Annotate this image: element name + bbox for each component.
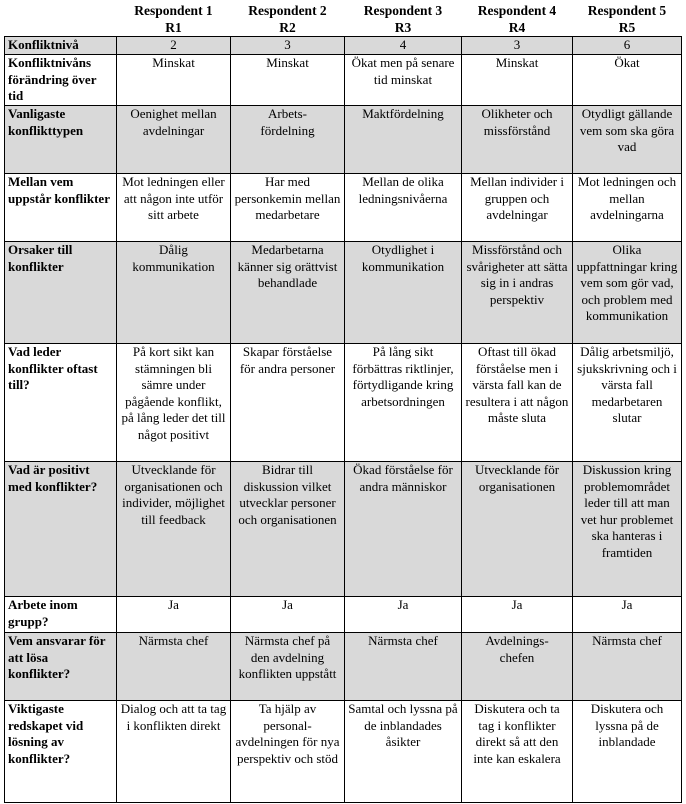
table-cell: Bidrar till diskussion vilket utvecklar personer och organisationen xyxy=(231,462,345,597)
table-cell: På lång sikt förbättras riktlinjer, förtydligande kring arbetsordningen xyxy=(345,344,462,462)
table-cell: Maktfördelning xyxy=(345,106,462,174)
table-cell: Mot ledningen eller att någon inte utför sitt arbete xyxy=(117,174,231,242)
row-label: Viktigaste redskapet vid lösning av konflikter? xyxy=(5,701,117,803)
table-cell: 4 xyxy=(345,37,462,55)
header-respondent-1: Respondent 1 R1 xyxy=(134,3,213,35)
table-cell: Olikheter och missförstånd xyxy=(462,106,573,174)
header-respondent-3: Respondent 3 R3 xyxy=(363,3,443,35)
table-cell: Dålig arbetsmiljö, sjukskrivning och i värsta fall medarbetaren slutar xyxy=(573,344,682,462)
conflict-survey-table xyxy=(4,0,682,803)
table-row-leder-till xyxy=(5,344,682,462)
table-cell: Närmsta chef xyxy=(345,633,462,701)
table-cell: Ja xyxy=(345,597,462,633)
row-label: Vem ansvarar för att lösa konflikter? xyxy=(5,633,117,701)
table-cell: Ja xyxy=(117,597,231,633)
table-cell: Skapar förståelse för andra personer xyxy=(231,344,345,462)
table-row-arbete-grupp xyxy=(5,597,682,633)
table-cell: Minskat xyxy=(231,55,345,106)
table-row-orsaker xyxy=(5,242,682,344)
table-cell: På kort sikt kan stämningen bli sämre under pågående konflikt, på lång leder det till något positivt xyxy=(117,344,231,462)
table-row-konflikttyp xyxy=(5,106,682,174)
table-cell: Ökat xyxy=(573,55,682,106)
header-row xyxy=(5,0,682,37)
table-row-ansvarar xyxy=(5,633,682,701)
table-row-redskap xyxy=(5,701,682,803)
table-cell: Dialog och att ta tag i konflikten direkt xyxy=(117,701,231,803)
table-cell: Utvecklande för organisationen xyxy=(462,462,573,597)
header-respondent-2: Respondent 2 R2 xyxy=(248,3,327,35)
table-cell: Ökat men på senare tid minskat xyxy=(345,55,462,106)
table-cell: Mellan individer i gruppen och avdelningar xyxy=(462,174,573,242)
table-cell: 3 xyxy=(462,37,573,55)
table-cell: 2 xyxy=(117,37,231,55)
table-cell: Samtal och lyssna på de inblandades åsikter xyxy=(345,701,462,803)
table-cell: Avdelnings- chefen xyxy=(462,633,573,701)
table-cell: 6 xyxy=(573,37,682,55)
table-cell: 3 xyxy=(231,37,345,55)
table-row-konfliktniva xyxy=(5,37,682,55)
table-cell: Diskutera och ta tag i konflikter direkt så att den inte kan eskalera xyxy=(462,701,573,803)
row-label: Konfliktnivåns förändring över tid xyxy=(5,55,117,106)
table-cell: Otydligt gällande vem som ska göra vad xyxy=(573,106,682,174)
row-label: Arbete inom grupp? xyxy=(5,597,117,633)
header-respondent-5: Respondent 5 R5 xyxy=(587,3,667,35)
table-cell: Ja xyxy=(231,597,345,633)
table-cell: Ta hjälp av personal- avdelningen för nya perspektiv och stöd xyxy=(231,701,345,803)
header-corner xyxy=(5,0,117,37)
table-cell: Olika uppfattningar kring vem som gör vad, och problem med kommunikation xyxy=(573,242,682,344)
table-cell: Diskutera och lyssna på de inblandade xyxy=(573,701,682,803)
table-cell: Minskat xyxy=(117,55,231,106)
table-cell: Mellan de olika ledningsnivåerna xyxy=(345,174,462,242)
header-respondent-4: Respondent 4 R4 xyxy=(477,3,557,35)
table-cell: Diskussion kring problemområdet leder till att man vet hur problemet ska hanteras i framtiden xyxy=(573,462,682,597)
table-row-positivt xyxy=(5,462,682,597)
table-cell: Missförstånd och svårigheter att sätta sig in i andras perspektiv xyxy=(462,242,573,344)
table-cell: Medarbetarna känner sig orättvist behandlade xyxy=(231,242,345,344)
row-label: Mellan vem uppstår konflikter xyxy=(5,174,117,242)
table-row-mellan-vem xyxy=(5,174,682,242)
table-cell: Utvecklande för organisationen och individer, möjlighet till feedback xyxy=(117,462,231,597)
table-cell: Otydlighet i kommunikation xyxy=(345,242,462,344)
row-label: Vad leder konflikter oftast till? xyxy=(5,344,117,462)
row-label: Orsaker till konflikter xyxy=(5,242,117,344)
table-cell: Arbets- fördelning xyxy=(231,106,345,174)
table-cell: Oftast till ökad förståelse men i värsta fall kan de resultera i att någon måste sluta xyxy=(462,344,573,462)
table-cell: Minskat xyxy=(462,55,573,106)
table-cell: Närmsta chef xyxy=(117,633,231,701)
table-cell: Närmsta chef på den avdelning konflikten uppstått xyxy=(231,633,345,701)
row-label: Vad är positivt med konflikter? xyxy=(5,462,117,597)
table-cell: Mot ledningen och mellan avdelningarna xyxy=(573,174,682,242)
table-cell: Ja xyxy=(573,597,682,633)
table-row-forandring xyxy=(5,55,682,106)
row-label: Konfliktnivå xyxy=(5,37,117,55)
row-label: Vanligaste konflikttypen xyxy=(5,106,117,174)
table-cell: Har med personkemin mellan medarbetare xyxy=(231,174,345,242)
table-cell: Ökad förståelse för andra människor xyxy=(345,462,462,597)
table-cell: Dålig kommunikation xyxy=(117,242,231,344)
table-cell: Närmsta chef xyxy=(573,633,682,701)
table-cell: Ja xyxy=(462,597,573,633)
table-cell: Oenighet mellan avdelningar xyxy=(117,106,231,174)
